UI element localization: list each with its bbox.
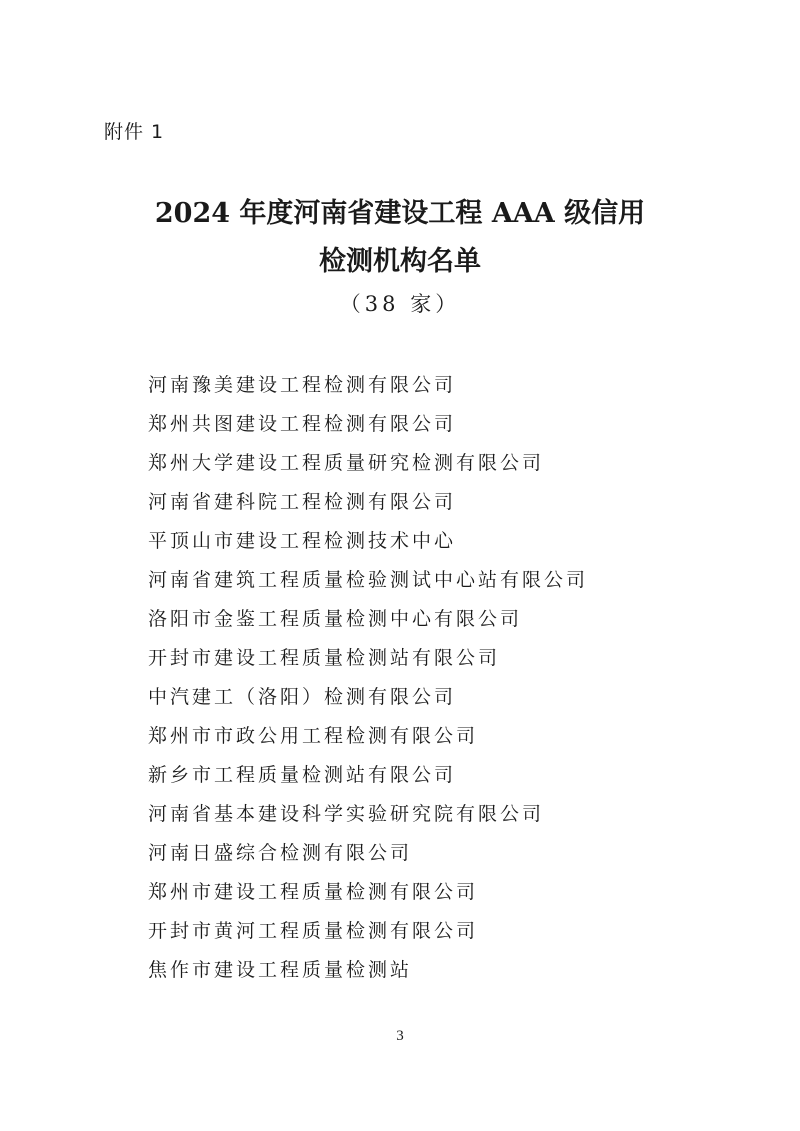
list-item: 郑州共图建设工程检测有限公司 xyxy=(148,413,457,435)
organization-count: （38 家） xyxy=(339,292,461,316)
list-item: 河南省建筑工程质量检验测试中心站有限公司 xyxy=(148,569,589,591)
list-item: 新乡市工程质量检测站有限公司 xyxy=(148,764,457,786)
page-number: 3 xyxy=(396,1028,404,1044)
list-item: 开封市黄河工程质量检测有限公司 xyxy=(148,920,479,942)
list-item: 开封市建设工程质量检测站有限公司 xyxy=(148,647,501,669)
attachment-label: 附件 1 xyxy=(104,121,165,143)
document-title-line-2: 检测机构名单 xyxy=(319,246,481,277)
list-item: 河南日盛综合检测有限公司 xyxy=(148,842,413,864)
list-item: 河南省基本建设科学实验研究院有限公司 xyxy=(148,803,545,825)
list-item: 洛阳市金鉴工程质量检测中心有限公司 xyxy=(148,608,523,630)
list-item: 郑州大学建设工程质量研究检测有限公司 xyxy=(148,452,545,474)
list-item: 平顶山市建设工程检测技术中心 xyxy=(148,530,457,552)
list-item: 中汽建工（洛阳）检测有限公司 xyxy=(148,686,457,708)
list-item: 河南省建科院工程检测有限公司 xyxy=(148,491,457,513)
list-item: 郑州市市政公用工程检测有限公司 xyxy=(148,725,479,747)
list-item: 郑州市建设工程质量检测有限公司 xyxy=(148,881,479,903)
organization-list xyxy=(148,366,588,990)
document-title-line-1: 2024 年度河南省建设工程 AAA 级信用 xyxy=(154,198,646,229)
list-item: 焦作市建设工程质量检测站 xyxy=(148,959,413,981)
list-item: 河南豫美建设工程检测有限公司 xyxy=(148,374,457,396)
